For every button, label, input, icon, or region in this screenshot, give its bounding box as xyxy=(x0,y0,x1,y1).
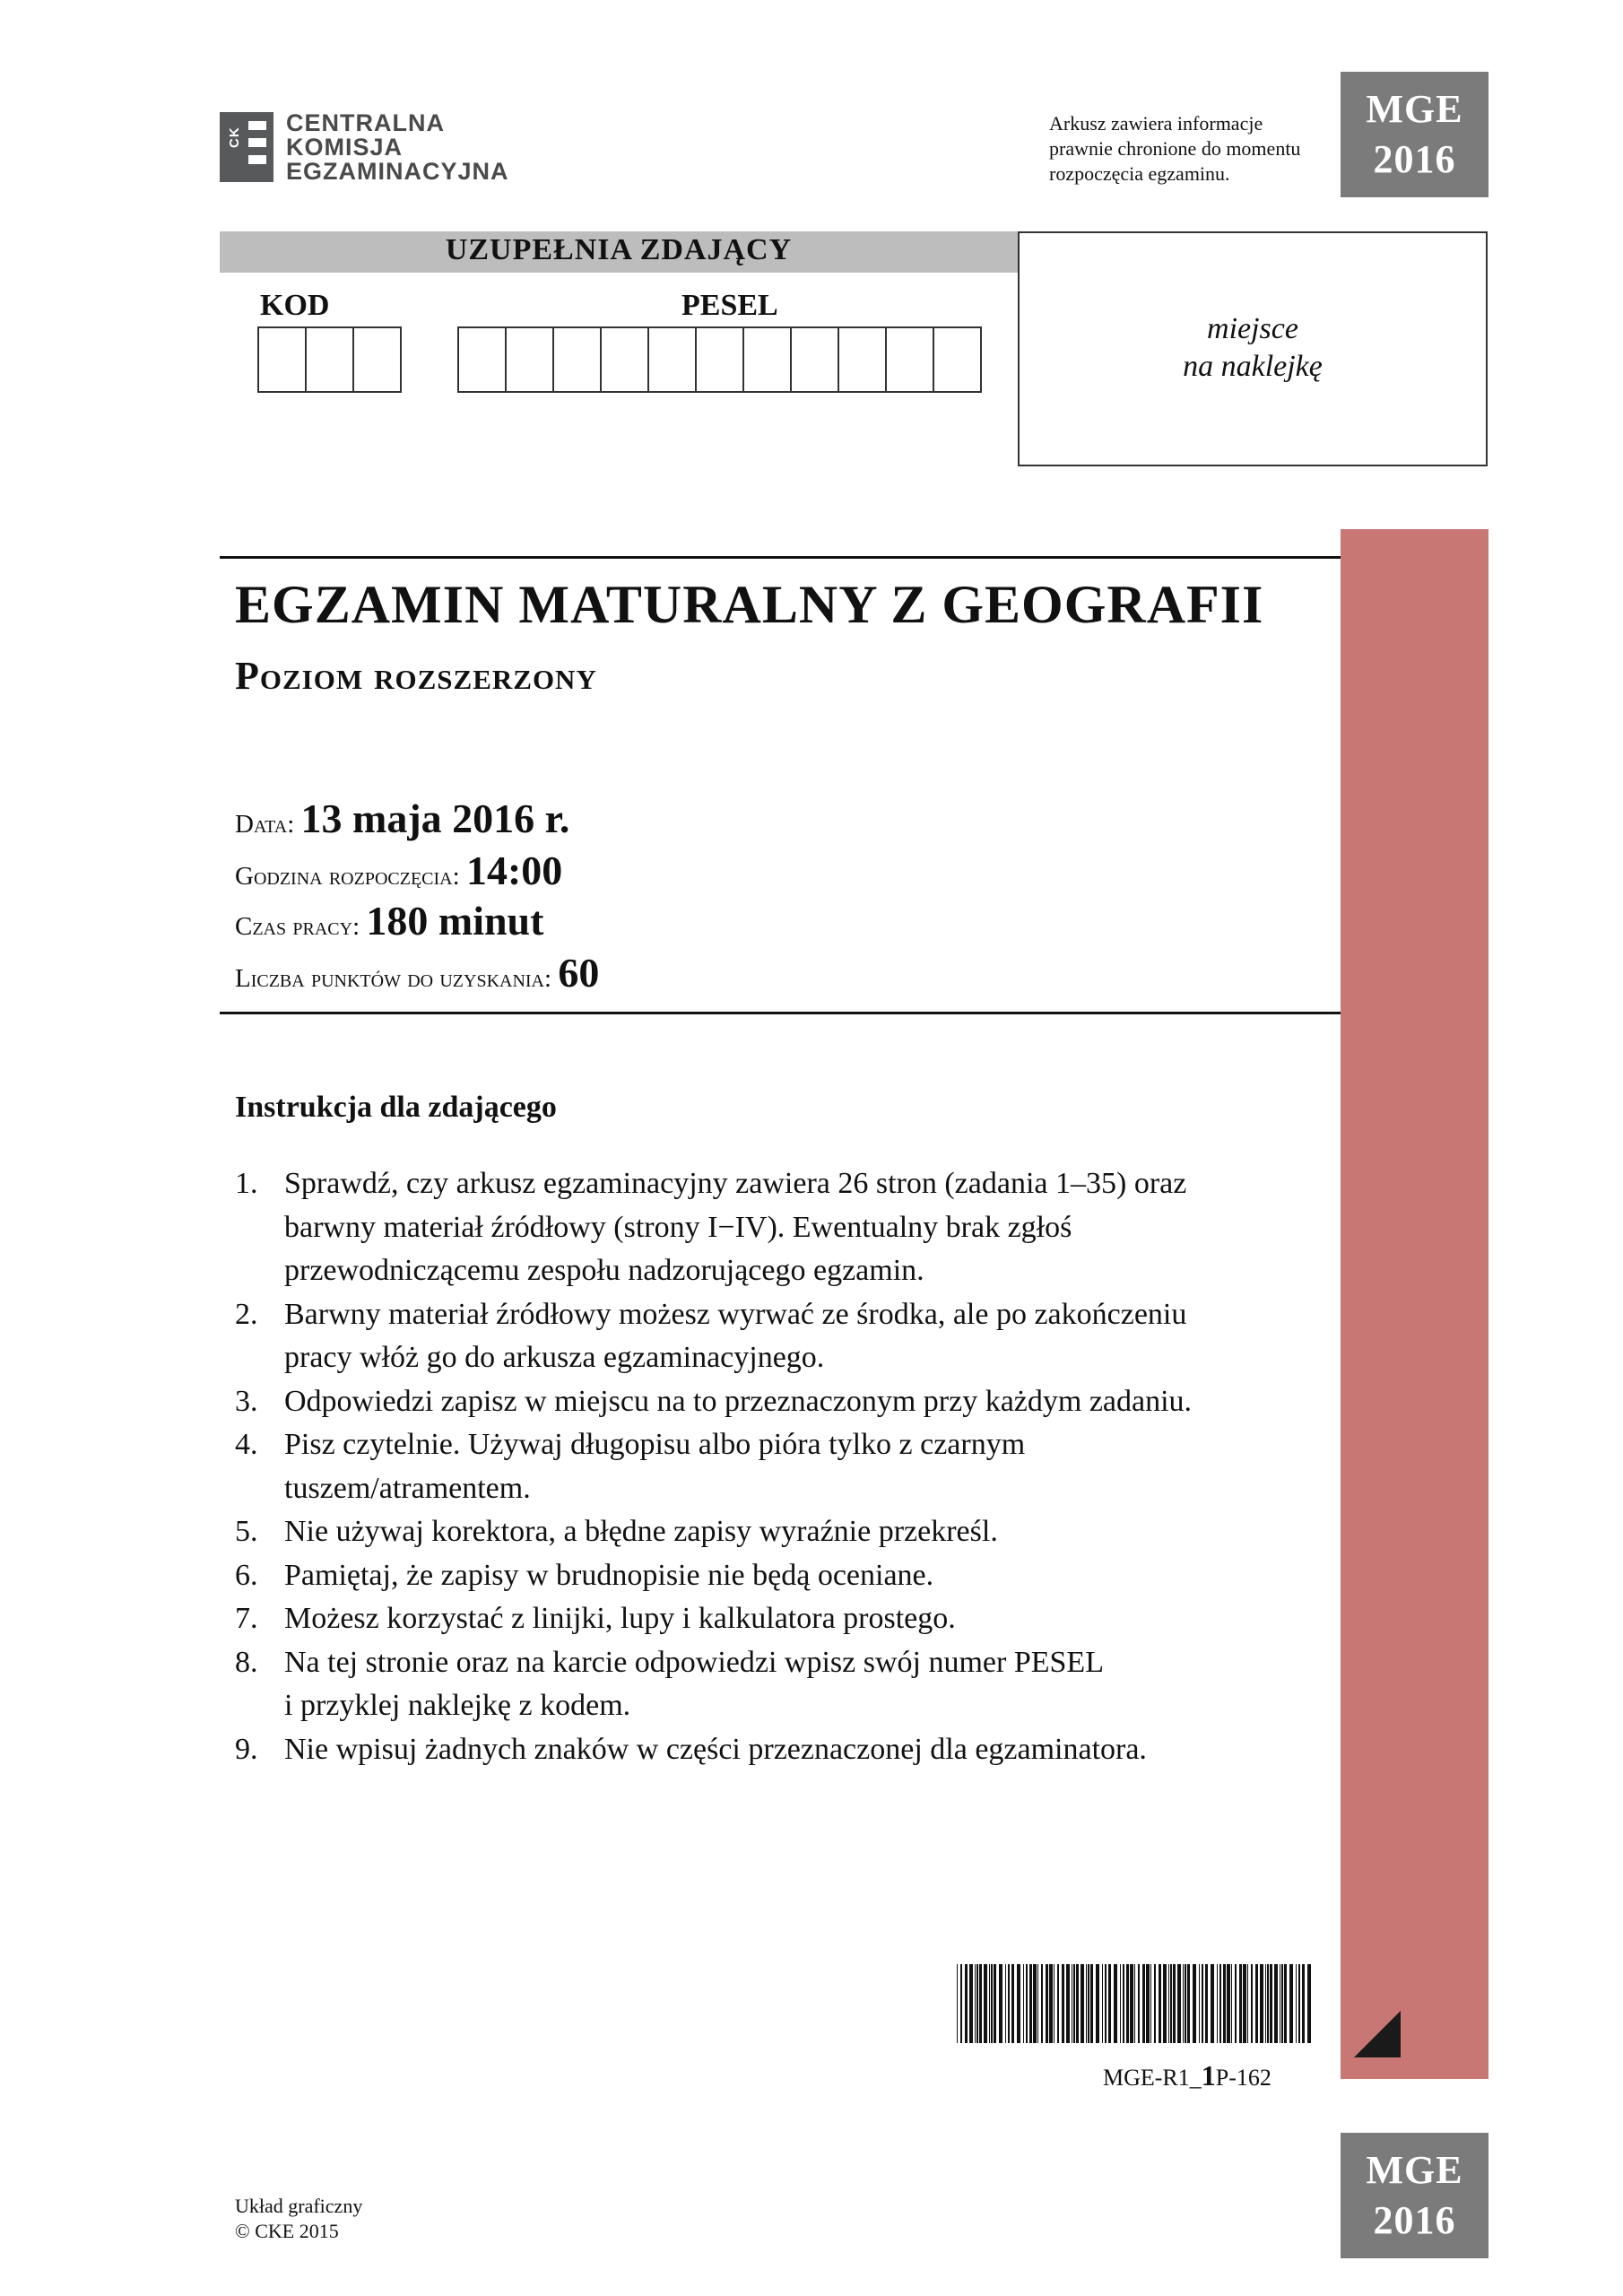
cke-logo-mark xyxy=(220,112,273,182)
instruction-number: 3. xyxy=(235,1384,258,1418)
sticker-area: miejsce na naklejkę xyxy=(1018,231,1488,466)
exam-code-badge-top: MGE 2016 xyxy=(1341,72,1488,197)
exam-title: EGZAMIN MATURALNY Z GEOGRAFII xyxy=(235,575,1264,634)
instruction-item xyxy=(235,1293,1311,1380)
instruction-number: 1. xyxy=(235,1167,258,1200)
title-bottom-rule xyxy=(220,1012,1341,1014)
instruction-text: Nie wpisuj żadnych znaków w części przeznaczonej dla egzaminatora. xyxy=(284,1732,1147,1766)
instruction-item xyxy=(235,1162,1311,1293)
instruction-number: 8. xyxy=(235,1645,258,1679)
instruction-number: 5. xyxy=(235,1515,258,1548)
instruction-item xyxy=(235,1380,1311,1424)
pesel-boxes[interactable] xyxy=(457,326,982,393)
barcode xyxy=(955,1964,1314,2043)
pesel-label: PESEL xyxy=(681,289,778,322)
exam-level: Poziom rozszerzony xyxy=(235,654,597,698)
instruction-number: 7. xyxy=(235,1602,258,1635)
instruction-text: Odpowiedzi zapisz w miejscu na to przeznaczonym przy każdym zadaniu. xyxy=(284,1384,1193,1418)
logo-text: CENTRALNA KOMISJA EGZAMINACYJNA xyxy=(286,109,509,185)
instruction-text: Barwny materiał źródłowy możesz wyrwać ze środka, ale po zakończeniu pracy włóż go do arkusza egzaminacyjnego. xyxy=(284,1297,1187,1374)
instruction-item xyxy=(235,1641,1311,1728)
exam-date: Data: 13 maja 2016 r. xyxy=(235,796,570,841)
kod-boxes[interactable] xyxy=(257,326,402,393)
logo-mark-text: CK xyxy=(227,126,242,148)
side-color-band xyxy=(1341,529,1488,2079)
instruction-item xyxy=(235,1554,1311,1598)
instruction-text: Na tej stronie oraz na karcie odpowiedzi wpisz swój numer PESEL i przyklej naklejkę z kodem. xyxy=(284,1645,1104,1722)
instruction-text: Nie używaj korektora, a błędne zapisy wyraźnie przekreśl. xyxy=(284,1515,998,1548)
kod-label: KOD xyxy=(260,289,330,322)
instructions-heading: Instrukcja dla zdającego xyxy=(235,1091,557,1124)
instruction-text: Pisz czytelnie. Używaj długopisu albo pióra tylko z czarnym tuszem/atramentem. xyxy=(284,1428,1026,1505)
exam-start-time: Godzina rozpoczęcia: 14:00 xyxy=(235,848,563,893)
exam-points: Liczba punktów do uzyskania: 60 xyxy=(235,950,600,996)
cke-logo xyxy=(220,111,509,183)
instruction-item xyxy=(235,1423,1311,1510)
instructions-list xyxy=(235,1162,1311,1771)
instruction-item xyxy=(235,1597,1311,1641)
barcode-code: MGE-R1_1P-162 xyxy=(1103,2059,1271,2092)
fill-header-title: UZUPEŁNIA ZDAJĄCY xyxy=(445,233,793,266)
instruction-number: 2. xyxy=(235,1297,258,1331)
title-top-rule xyxy=(220,556,1341,559)
instruction-number: 6. xyxy=(235,1558,258,1592)
instruction-text: Możesz korzystać z linijki, lupy i kalkulatora prostego. xyxy=(284,1602,956,1635)
corner-triangle-mark xyxy=(1354,2011,1401,2057)
instruction-number: 4. xyxy=(235,1428,258,1461)
instruction-text: Pamiętaj, że zapisy w brudnopisie nie będą oceniane. xyxy=(284,1558,934,1592)
confidentiality-notice: Arkusz zawiera informacje prawnie chronione do momentu rozpoczęcia egzaminu. xyxy=(1049,112,1301,185)
footer-credit: Układ graficzny © CKE 2015 xyxy=(235,2195,363,2242)
exam-duration: Czas pracy: 180 minut xyxy=(235,898,544,944)
instruction-text: Sprawdź, czy arkusz egzaminacyjny zawiera 26 stron (zadania 1–35) oraz barwny materiał źródłowy (strony I−IV). Ewentualny brak zgłoś przewodniczącemu zespołu nadzorującego egzamin. xyxy=(284,1167,1187,1287)
instruction-item xyxy=(235,1510,1311,1554)
instruction-number: 9. xyxy=(235,1732,258,1766)
exam-code-badge-bottom: MGE 2016 xyxy=(1341,2133,1488,2258)
instruction-item xyxy=(235,1728,1311,1772)
